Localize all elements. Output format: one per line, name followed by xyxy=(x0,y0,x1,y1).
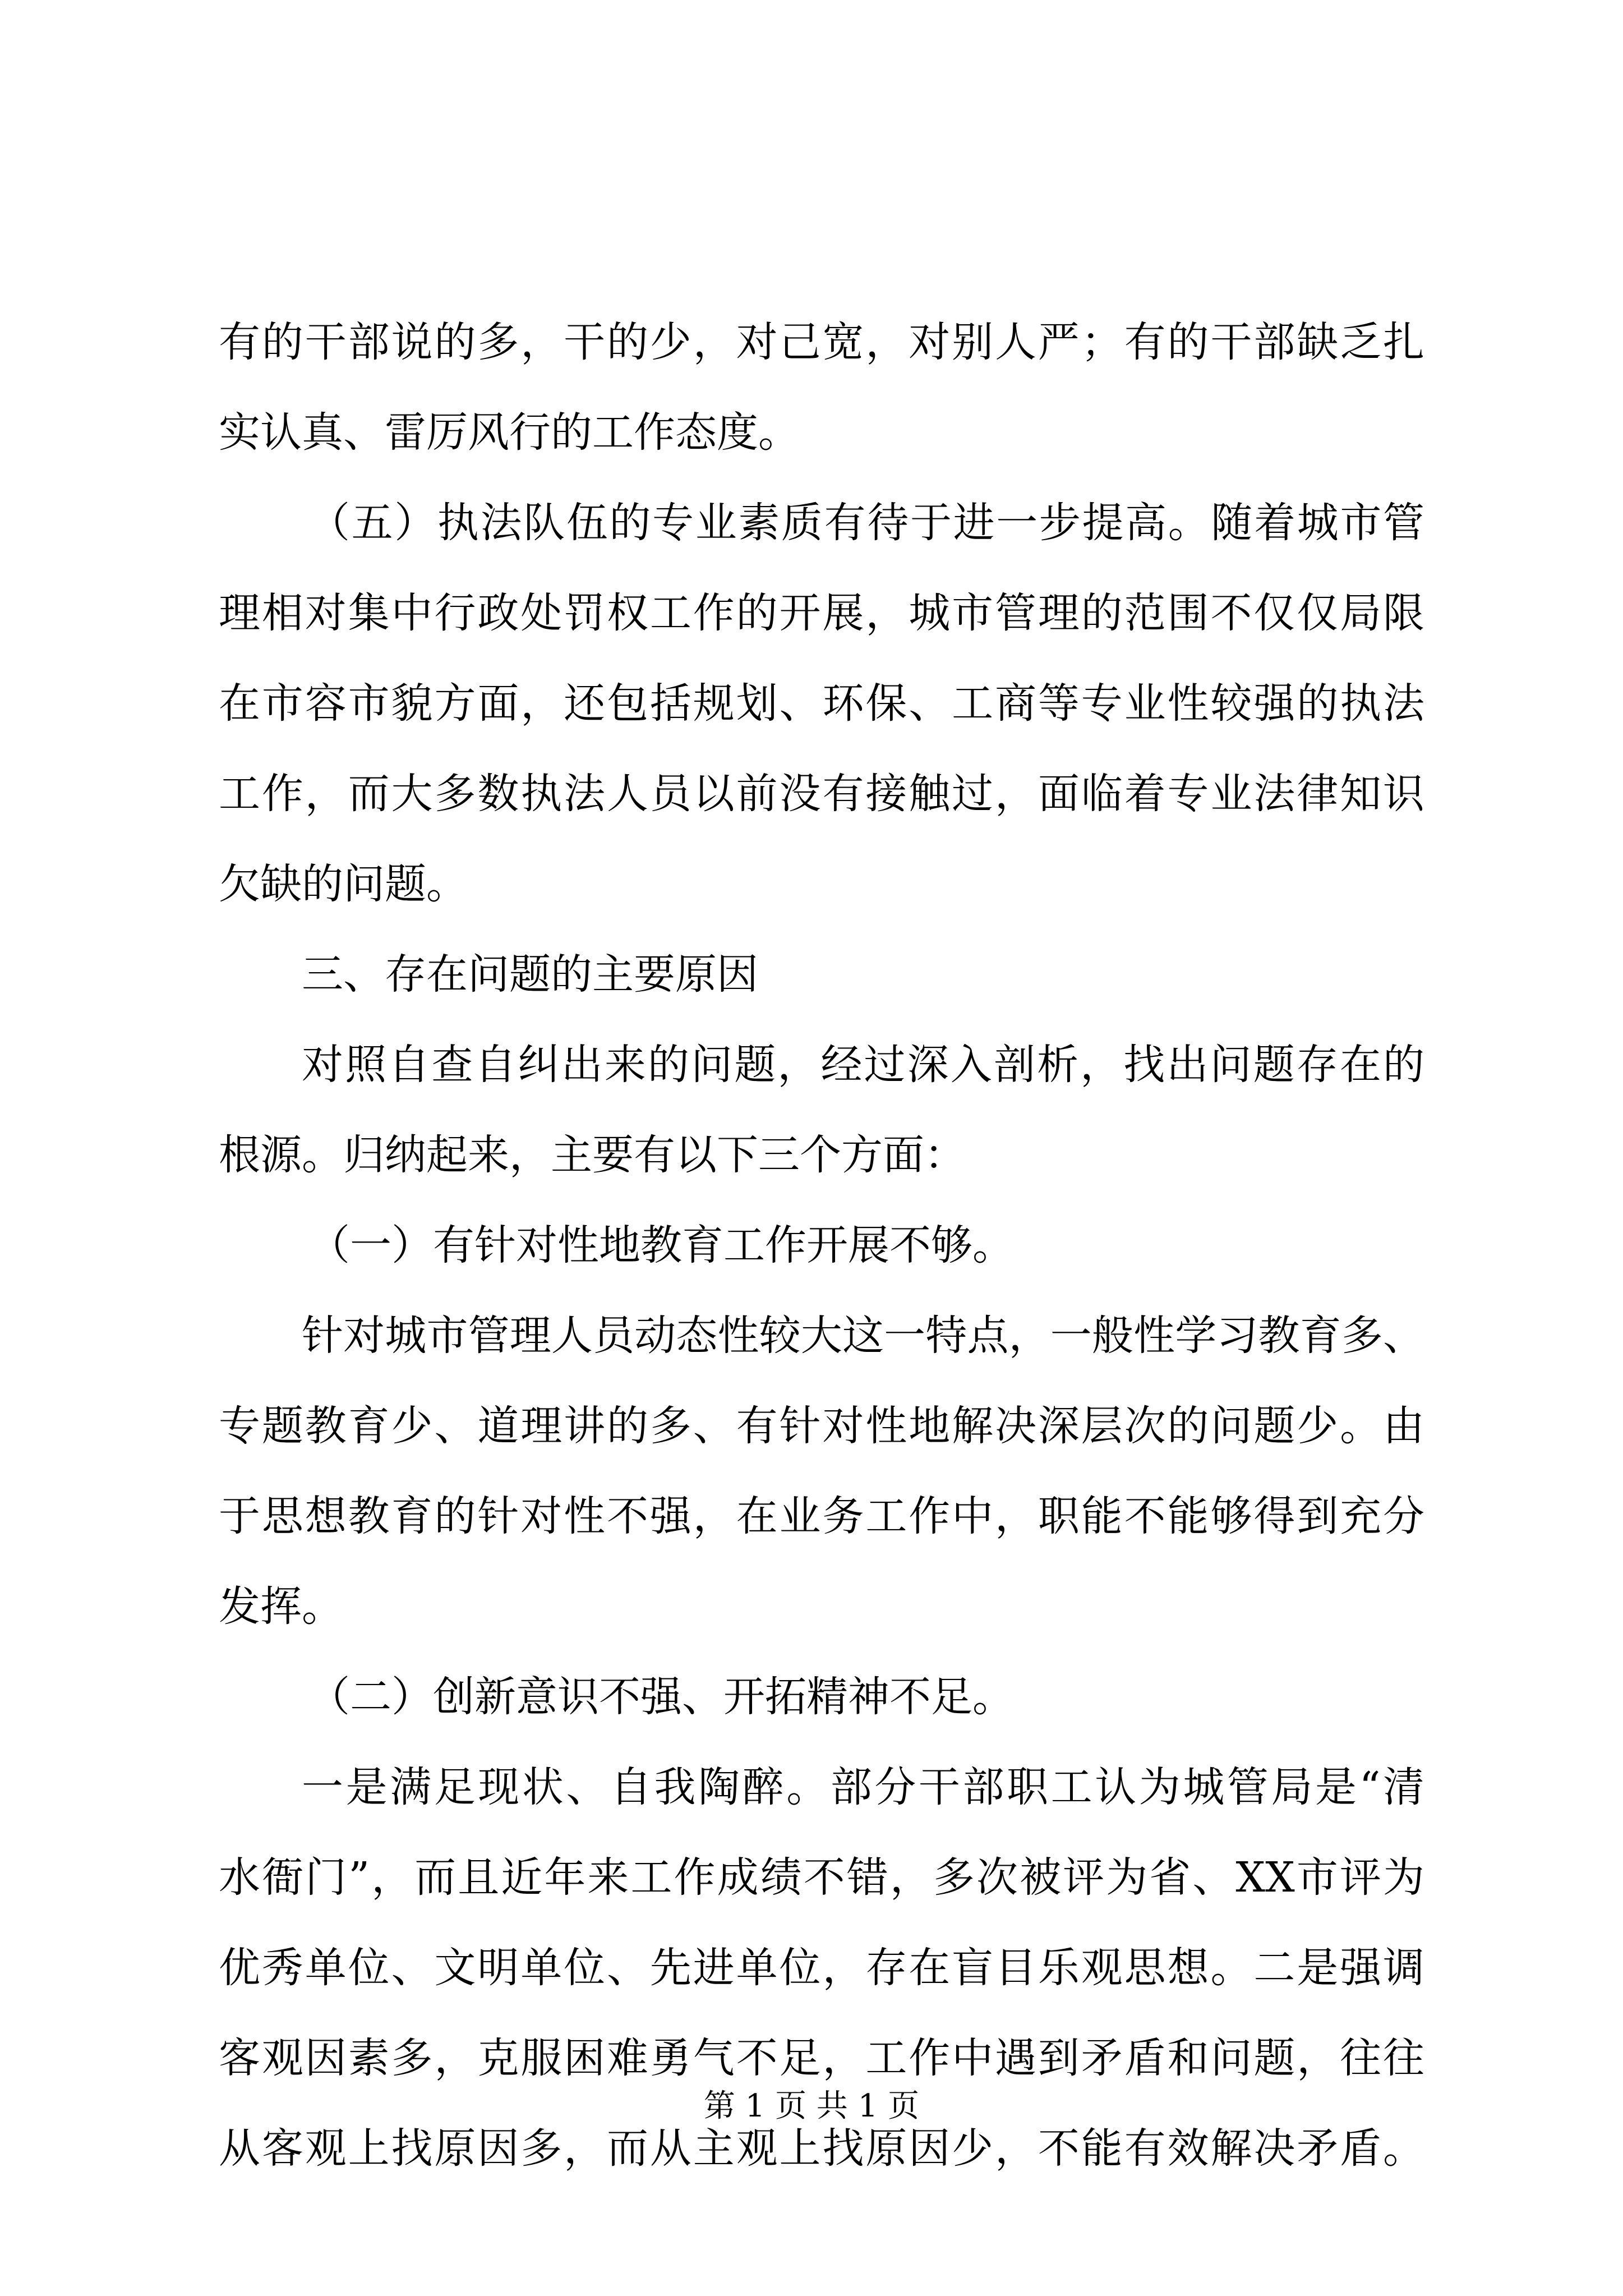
text-line: 实认真、雷厉风行的工作态度。 xyxy=(219,408,800,457)
text-line: 工作，而大多数执法人员以前没有接触过，面临着专业法律知识 xyxy=(219,770,1424,818)
text-line: 在市容市貌方面，还包括规划、环保、工商等专业性较强的执法 xyxy=(219,679,1424,728)
text-line: 有的干部说的多，干的少，对己宽，对别人严；有的干部缺乏扎 xyxy=(219,318,1424,366)
text-line: 一是满足现状、自我陶醉。部分干部职工认为城管局是“清 xyxy=(302,1763,1424,1811)
text-line: 针对城市管理人员动态性较大这一特点，一般性学习教育多、 xyxy=(302,1312,1424,1360)
text-line: 优秀单位、文明单位、先进单位，存在盲目乐观思想。二是强调 xyxy=(219,1944,1424,1992)
text-line: 从客观上找原因多，而从主观上找原因少，不能有效解决矛盾。 xyxy=(219,2124,1424,2173)
text-line: 欠缺的问题。 xyxy=(219,860,468,908)
text-line: 对照自查自纠出来的问题，经过深入剖析，找出问题存在的 xyxy=(302,1041,1424,1089)
text-line: 根源。归纳起来，主要有以下三个方面： xyxy=(219,1131,966,1179)
text-line: 于思想教育的针对性不强，在业务工作中，职能不能够得到充分 xyxy=(219,1492,1424,1540)
text-line: 专题教育少、道理讲的多、有针对性地解决深层次的问题少。由 xyxy=(219,1402,1424,1450)
text-line: 客观因素多，克服困难勇气不足，工作中遇到矛盾和问题，往往 xyxy=(219,2034,1424,2082)
text-line: 发挥。 xyxy=(219,1582,343,1631)
page-footer: 第 1 页 共 1 页 xyxy=(703,2088,920,2124)
text-line: （五）执法队伍的专业素质有待于进一步提高。随着城市管 xyxy=(308,499,1424,547)
subsection-heading: （一）有针对性地教育工作开展不够。 xyxy=(308,1221,1014,1269)
document-body xyxy=(219,297,1424,2194)
text-line: 水衙门”，而且近年来工作成绩不错，多次被评为省、XX市评为 xyxy=(219,1853,1424,1902)
section-heading: 三、存在问题的主要原因 xyxy=(302,950,758,999)
subsection-heading: （二）创新意识不强、开拓精神不足。 xyxy=(308,1673,1014,1721)
text-line: 理相对集中行政处罚权工作的开展，城市管理的范围不仅仅局限 xyxy=(219,589,1424,637)
